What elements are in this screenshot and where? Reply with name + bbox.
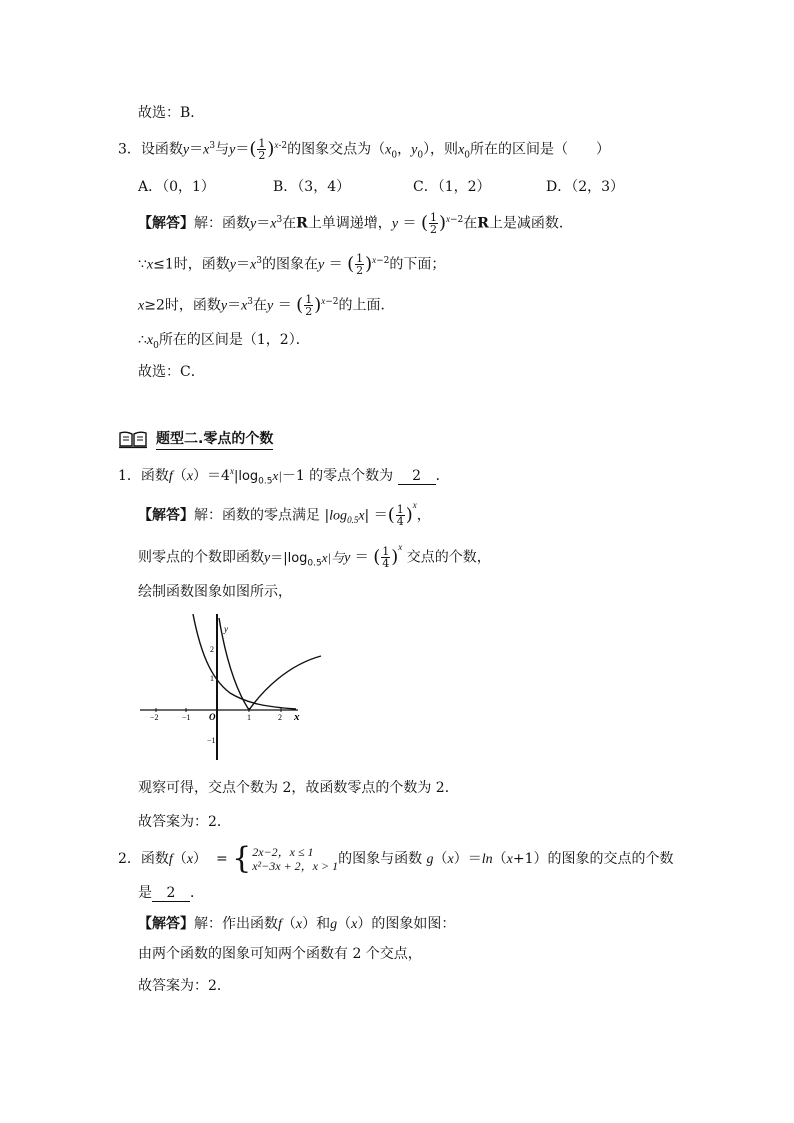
y-tick-label: 1	[210, 674, 214, 683]
section-title: 题型二.零点的个数	[156, 428, 273, 450]
book-icon	[118, 429, 148, 449]
y-tick-label: 2	[210, 645, 214, 654]
piecewise-function: { 2x−2，x ≤ 1 x²−3x + 2，x > 1	[232, 841, 339, 876]
q3-option-a: A．（0，1）	[138, 179, 215, 195]
q3-stem: 3．设函数$y=x^3$与y＝( $\frac{1}{2}$ )$^{x-2}$的图象交点为（$x_0$，$y_0$），则$x_0$所在的区间是（ ）	[118, 137, 611, 162]
exp-curve	[193, 614, 296, 709]
x-tick-label: 1	[247, 713, 251, 722]
q2-answer-blank: 2	[152, 885, 190, 902]
q3-solution-line4: $\therefore x_0$所在的区间是（1，2）．	[138, 332, 310, 351]
section-heading	[118, 428, 273, 450]
q1-solution-line3: 绘制函数图象如图所示，	[138, 584, 292, 600]
prev-answer: 故选：B．	[138, 105, 205, 121]
q2-stem-line1: 2．函数f（x） = { 2x−2，x ≤ 1 x²−3x + 2，x > 1 的图象与函数 g（x）＝ln（x+1）的图象的交点的个数	[118, 841, 674, 876]
q3-solution-line5: 故选：C．	[138, 364, 205, 380]
q3-solution-line1: 【解答】解：函数$y=x^3$在R上单调递增，y ＝ ( $\frac{1}{2}$ )$^{x-2}$在R上是减函数．	[138, 211, 573, 236]
x-tick-label: −1	[182, 713, 191, 722]
x-tick-label: −2	[150, 713, 159, 722]
q1-solution-line2: 则零点的个数即函数$y=|\log_{0.5}x|$与y ＝ ( $\frac{1}{4}$ )$^x$ 交点的个数，	[138, 541, 491, 570]
q1-solution-line5: 故答案为：2．	[138, 814, 231, 830]
x-tick-label: 2	[278, 713, 282, 722]
q2-solution-line1: 【解答】解：作出函数f（x）和g（x）的图象如图：	[138, 916, 456, 932]
function-graph	[138, 610, 328, 760]
q3-option-b: B．（3，4）	[273, 179, 351, 195]
x-axis-label: x	[294, 711, 300, 723]
q3-option-d: D．（2，3）	[546, 179, 625, 195]
origin-label: O	[209, 712, 216, 722]
q1-solution-line1: 【解答】解：函数的零点满足 $|\log_{0.5}x|$ ＝( $\frac{1}{4}$ )$^x$，	[138, 499, 431, 528]
log-curve-right	[249, 656, 321, 710]
q2-solution-line2: 由两个函数的图象可知两个函数有 2 个交点，	[138, 946, 422, 962]
q2-solution-line3: 故答案为：2．	[138, 978, 231, 994]
q2-stem-line2: 是 2 ．	[138, 885, 204, 901]
q1-solution-line4: 观察可得，交点个数为 2，故函数零点的个数为 2．	[138, 780, 459, 796]
q3-solution-line2: ∵x≤1时，函数$y=x^3$的图象在y ＝ ( $\frac{1}{2}$ )$^{x-2}$的下面；	[138, 252, 446, 277]
fraction-half: $\frac{1}{2}$	[258, 137, 266, 162]
q3-solution-line3: x≥2时，函数$y=x^3$在y ＝ ( $\frac{1}{2}$ )$^{x-2}$的上面．	[138, 293, 395, 318]
q3-option-c: C．（1，2）	[413, 179, 491, 195]
y-tick-label: −1	[207, 736, 216, 745]
q1-answer-blank: 2	[398, 468, 436, 485]
y-axis-label: y	[224, 624, 228, 634]
q1-stem: 1．函数$f(x)=4^x|\log_{0.5}x|-1$ 的零点个数为 2 ．	[118, 466, 450, 487]
